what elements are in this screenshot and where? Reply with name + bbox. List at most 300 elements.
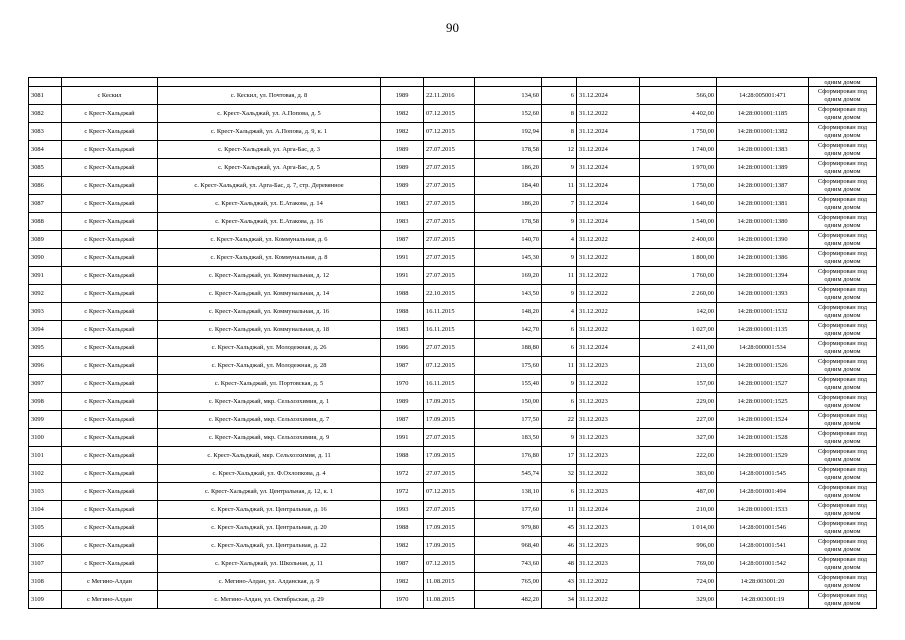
count-cell: 9: [542, 429, 577, 447]
plan-date-cell: 31.12.2023: [577, 429, 640, 447]
settlement-cell: с Крест-Хальджай: [62, 519, 158, 537]
count-cell: 6: [542, 393, 577, 411]
cost-cell: 4 402,00: [640, 105, 717, 123]
settlement-cell: с Крест-Хальджай: [62, 447, 158, 465]
area-cell: 188,80: [475, 339, 542, 357]
plan-date-cell: 31.12.2022: [577, 465, 640, 483]
settlement-cell: с Крест-Хальджай: [62, 303, 158, 321]
row-number-cell: 3102: [29, 465, 62, 483]
cadastral-cell: 14:28:001001:545: [717, 465, 809, 483]
cost-cell: 1 540,00: [640, 213, 717, 231]
cadastral-cell: 14:28:001001:1389: [717, 159, 809, 177]
cost-cell: 1 750,00: [640, 123, 717, 141]
plan-date-cell: 31.12.2023: [577, 357, 640, 375]
plan-date-cell: 31.12.2023: [577, 447, 640, 465]
area-cell: 140,70: [475, 231, 542, 249]
status-cell: Сформирован под одним домом: [809, 195, 877, 213]
cost-cell: 996,00: [640, 537, 717, 555]
cadastral-cell: 14:28:001001:1380: [717, 213, 809, 231]
address-cell: с. Крест-Хальджай, ул. Коммунальная, д. 16: [158, 303, 381, 321]
year-cell: 1972: [381, 465, 424, 483]
settlement-cell: с Мегино-Алдан: [62, 573, 158, 591]
area-cell: 968,40: [475, 537, 542, 555]
year-cell: 1986: [381, 339, 424, 357]
area-cell: 192,94: [475, 123, 542, 141]
status-cell: Сформирован под одним домом: [809, 573, 877, 591]
count-cell: 43: [542, 573, 577, 591]
plan-date-cell: 31.12.2024: [577, 177, 640, 195]
year-cell: 1970: [381, 591, 424, 609]
count-cell: 34: [542, 591, 577, 609]
area-cell: 482,20: [475, 591, 542, 609]
year-cell: 1982: [381, 537, 424, 555]
row-number-cell: 3084: [29, 141, 62, 159]
cost-cell: 769,00: [640, 555, 717, 573]
cadastral-cell: 14:28:001001:541: [717, 537, 809, 555]
count-cell: 11: [542, 501, 577, 519]
cadastral-cell: 14:28:001001:546: [717, 519, 809, 537]
cost-cell: 383,00: [640, 465, 717, 483]
year-cell: 1993: [381, 501, 424, 519]
table-row: [29, 231, 877, 249]
settlement-cell: с Крест-Хальджай: [62, 123, 158, 141]
count-cell: 48: [542, 555, 577, 573]
year-cell: 1991: [381, 429, 424, 447]
area-cell: 177,50: [475, 411, 542, 429]
count-cell: 11: [542, 357, 577, 375]
settlement-cell: с Крест-Хальджай: [62, 285, 158, 303]
address-cell: с. Крест-Хальджай, ул. Молодежная, д. 28: [158, 357, 381, 375]
date-cell: 17.09.2015: [424, 411, 475, 429]
row-number-cell: 3109: [29, 591, 62, 609]
status-cell: одним домом: [809, 78, 877, 87]
cadastral-cell: 14:28:001001:1533: [717, 501, 809, 519]
plan-date-cell: 31.12.2022: [577, 285, 640, 303]
plan-date-cell: 31.12.2023: [577, 411, 640, 429]
date-cell: 22.11.2016: [424, 87, 475, 105]
plan-date-cell: 31.12.2023: [577, 393, 640, 411]
plan-date-cell: 31.12.2022: [577, 249, 640, 267]
settlement-cell: с Крест-Хальджай: [62, 141, 158, 159]
cadastral-cell: 14:28:001001:1135: [717, 321, 809, 339]
area-cell: 175,60: [475, 357, 542, 375]
plan-date-cell: 31.12.2024: [577, 159, 640, 177]
table-row: [29, 87, 877, 105]
count-cell: 4: [542, 231, 577, 249]
plan-date-cell: 31.12.2024: [577, 195, 640, 213]
settlement-cell: с Крест-Хальджай: [62, 213, 158, 231]
cadastral-cell: 14:28:001001:1525: [717, 393, 809, 411]
settlement-cell: с Крест-Хальджай: [62, 501, 158, 519]
table-row: [29, 177, 877, 195]
table-row: [29, 123, 877, 141]
cost-cell: 327,00: [640, 429, 717, 447]
row-number-cell: 3088: [29, 213, 62, 231]
table-row: [29, 501, 877, 519]
address-cell: с. Крест-Хальджай, ул. Коммунальная, д. 14: [158, 285, 381, 303]
cost-cell: 1 027,00: [640, 321, 717, 339]
settlement-cell: с Крест-Хальджай: [62, 321, 158, 339]
settlement-cell: с Крест-Хальджай: [62, 105, 158, 123]
row-number-cell: 3087: [29, 195, 62, 213]
row-number-cell: 3097: [29, 375, 62, 393]
status-cell: Сформирован под одним домом: [809, 105, 877, 123]
cost-cell: 2 400,00: [640, 231, 717, 249]
area-cell: 145,30: [475, 249, 542, 267]
status-cell: Сформирован под одним домом: [809, 231, 877, 249]
table-row: [29, 285, 877, 303]
address-cell: с. Мегино-Алдан, ул. Октябрьская, д. 29: [158, 591, 381, 609]
cadastral-cell: 14:28:001001:542: [717, 555, 809, 573]
table-row: [29, 393, 877, 411]
count-cell: 7: [542, 195, 577, 213]
row-number-cell: 3103: [29, 483, 62, 501]
date-cell: 27.07.2015: [424, 177, 475, 195]
date-cell: 16.11.2015: [424, 321, 475, 339]
area-cell: 155,40: [475, 375, 542, 393]
area-cell: 142,70: [475, 321, 542, 339]
date-cell: 07.12.2015: [424, 483, 475, 501]
status-cell: Сформирован под одним домом: [809, 483, 877, 501]
row-number-cell: 3105: [29, 519, 62, 537]
count-cell: 6: [542, 321, 577, 339]
settlement-cell: с Крест-Хальджай: [62, 411, 158, 429]
status-cell: Сформирован под одним домом: [809, 537, 877, 555]
cost-cell: 1 640,00: [640, 195, 717, 213]
count-cell: 11: [542, 177, 577, 195]
area-cell: 178,58: [475, 213, 542, 231]
table-row: [29, 465, 877, 483]
year-cell: 1988: [381, 447, 424, 465]
status-cell: Сформирован под одним домом: [809, 357, 877, 375]
row-number-cell: 3093: [29, 303, 62, 321]
cost-cell: 566,00: [640, 87, 717, 105]
area-cell: 186,20: [475, 195, 542, 213]
settlement-cell: с Крест-Хальджай: [62, 483, 158, 501]
plan-date-cell: 31.12.2022: [577, 231, 640, 249]
cadastral-cell: 14:28:001001:1393: [717, 285, 809, 303]
settlement-cell: с Крест-Хальджай: [62, 177, 158, 195]
row-number-cell: 3108: [29, 573, 62, 591]
table-row: [29, 357, 877, 375]
count-cell: 9: [542, 285, 577, 303]
year-cell: 1989: [381, 393, 424, 411]
settlement-cell: с Кескил: [62, 87, 158, 105]
table-row: [29, 159, 877, 177]
cost-cell: 724,00: [640, 573, 717, 591]
plan-date-cell: 31.12.2023: [577, 555, 640, 573]
date-cell: 27.07.2015: [424, 429, 475, 447]
address-cell: с. Кескил, ул. Почтовая, д. 8: [158, 87, 381, 105]
area-cell: 178,58: [475, 141, 542, 159]
area-cell: 979,80: [475, 519, 542, 537]
table-row: [29, 339, 877, 357]
date-cell: 27.07.2015: [424, 213, 475, 231]
status-cell: Сформирован под одним домом: [809, 159, 877, 177]
count-cell: 45: [542, 519, 577, 537]
year-cell: 1983: [381, 195, 424, 213]
address-cell: с. Крест-Хальджай, ул. Коммунальная, д. 18: [158, 321, 381, 339]
status-cell: Сформирован под одним домом: [809, 447, 877, 465]
address-cell: с. Крест-Хальджай, ул. Коммунальная, д. 6: [158, 231, 381, 249]
plan-date-cell: 31.12.2022: [577, 375, 640, 393]
address-cell: с. Крест-Хальджай, ул. Коммунальная, д. 12: [158, 267, 381, 285]
cadastral-cell: 14:28:003001:20: [717, 573, 809, 591]
count-cell: 4: [542, 303, 577, 321]
cadastral-cell: 14:28:001001:1524: [717, 411, 809, 429]
settlement-cell: с Крест-Хальджай: [62, 429, 158, 447]
plan-date-cell: 31.12.2022: [577, 267, 640, 285]
date-cell: 27.07.2015: [424, 231, 475, 249]
table-row-continuation: [29, 78, 877, 87]
cost-cell: 1 970,00: [640, 159, 717, 177]
row-number-cell: 3085: [29, 159, 62, 177]
plan-date-cell: 31.12.2022: [577, 591, 640, 609]
row-number-cell: 3081: [29, 87, 62, 105]
address-cell: с. Мегино-Алдан, ул. Алданская, д. 9: [158, 573, 381, 591]
year-cell: 1991: [381, 249, 424, 267]
year-cell: 1970: [381, 375, 424, 393]
year-cell: 1983: [381, 321, 424, 339]
year-cell: 1982: [381, 123, 424, 141]
plan-date-cell: 31.12.2022: [577, 573, 640, 591]
cadastral-cell: 14:28:001001:1382: [717, 123, 809, 141]
area-cell: 152,60: [475, 105, 542, 123]
year-cell: 1982: [381, 573, 424, 591]
date-cell: 27.07.2015: [424, 339, 475, 357]
date-cell: 07.12.2015: [424, 105, 475, 123]
area-cell: 169,20: [475, 267, 542, 285]
count-cell: 6: [542, 483, 577, 501]
year-cell: 1982: [381, 105, 424, 123]
date-cell: 27.07.2015: [424, 267, 475, 285]
address-cell: с. Крест-Хальджай, ул. Арга-Бас, д. 5: [158, 159, 381, 177]
row-number-cell: 3104: [29, 501, 62, 519]
cadastral-cell: 14:28:001001:1529: [717, 447, 809, 465]
count-cell: 17: [542, 447, 577, 465]
year-cell: 1987: [381, 411, 424, 429]
date-cell: 27.07.2015: [424, 195, 475, 213]
date-cell: 27.07.2015: [424, 249, 475, 267]
count-cell: 9: [542, 159, 577, 177]
cost-cell: 1 760,00: [640, 267, 717, 285]
count-cell: 9: [542, 213, 577, 231]
row-number-cell: 3100: [29, 429, 62, 447]
status-cell: Сформирован под одним домом: [809, 321, 877, 339]
table-row: [29, 321, 877, 339]
address-cell: с. Крест-Хальджай, ул. Центральная, д. 16: [158, 501, 381, 519]
cadastral-cell: 14:28:001001:1527: [717, 375, 809, 393]
table-row: [29, 555, 877, 573]
table-row: [29, 249, 877, 267]
settlement-cell: с Крест-Хальджай: [62, 339, 158, 357]
status-cell: Сформирован под одним домом: [809, 339, 877, 357]
row-number-cell: 3086: [29, 177, 62, 195]
date-cell: 11.08.2015: [424, 573, 475, 591]
row-number-cell: 3091: [29, 267, 62, 285]
cost-cell: 329,00: [640, 591, 717, 609]
year-cell: 1991: [381, 267, 424, 285]
cadastral-cell: 14:28:001001:1528: [717, 429, 809, 447]
address-cell: с. Крест-Хальджай, ул. Арга-Бас, д. 7, стр. Деревянное: [158, 177, 381, 195]
year-cell: 1988: [381, 519, 424, 537]
status-cell: Сформирован под одним домом: [809, 411, 877, 429]
address-cell: с. Крест-Хальджай, ул. Е.Атакова, д. 14: [158, 195, 381, 213]
cadastral-cell: 14:28:001001:1394: [717, 267, 809, 285]
status-cell: Сформирован под одним домом: [809, 213, 877, 231]
cadastral-cell: 14:28:001001:1387: [717, 177, 809, 195]
table-row: [29, 591, 877, 609]
date-cell: 07.12.2015: [424, 123, 475, 141]
cadastral-cell: 14:28:005001:471: [717, 87, 809, 105]
table-row: [29, 195, 877, 213]
count-cell: 6: [542, 339, 577, 357]
address-cell: с. Крест-Хальджай, мкр. Сельхозхимия, д. 9: [158, 429, 381, 447]
count-cell: 6: [542, 87, 577, 105]
settlement-cell: с Мегино-Алдан: [62, 591, 158, 609]
settlement-cell: с Крест-Хальджай: [62, 465, 158, 483]
area-cell: 177,60: [475, 501, 542, 519]
settlement-cell: с Крест-Хальджай: [62, 357, 158, 375]
row-number-cell: 3089: [29, 231, 62, 249]
table-row: [29, 537, 877, 555]
count-cell: 8: [542, 123, 577, 141]
cost-cell: 210,00: [640, 501, 717, 519]
cost-cell: 2 411,00: [640, 339, 717, 357]
date-cell: 07.12.2015: [424, 357, 475, 375]
area-cell: 138,10: [475, 483, 542, 501]
status-cell: Сформирован под одним домом: [809, 303, 877, 321]
table-row: [29, 447, 877, 465]
table-row: [29, 573, 877, 591]
plan-date-cell: 31.12.2024: [577, 339, 640, 357]
area-cell: 150,00: [475, 393, 542, 411]
date-cell: 27.07.2015: [424, 465, 475, 483]
date-cell: 16.11.2015: [424, 303, 475, 321]
address-cell: с. Крест-Хальджай, ул. Коммунальная, д. 8: [158, 249, 381, 267]
settlement-cell: с Крест-Хальджай: [62, 537, 158, 555]
settlement-cell: с Крест-Хальджай: [62, 393, 158, 411]
date-cell: 17.09.2015: [424, 447, 475, 465]
address-cell: с. Крест-Хальджай, ул. Центральная, д. 12, к. 1: [158, 483, 381, 501]
date-cell: 27.07.2015: [424, 501, 475, 519]
cadastral-cell: 14:28:001001:1532: [717, 303, 809, 321]
status-cell: Сформирован под одним домом: [809, 177, 877, 195]
plan-date-cell: 31.12.2022: [577, 105, 640, 123]
count-cell: 32: [542, 465, 577, 483]
area-cell: 184,40: [475, 177, 542, 195]
row-number-cell: 3092: [29, 285, 62, 303]
row-number-cell: 3099: [29, 411, 62, 429]
area-cell: 765,00: [475, 573, 542, 591]
cadastral-cell: 14:28:001001:1381: [717, 195, 809, 213]
count-cell: 22: [542, 411, 577, 429]
settlement-cell: с Крест-Хальджай: [62, 375, 158, 393]
status-cell: Сформирован под одним домом: [809, 87, 877, 105]
cost-cell: 157,00: [640, 375, 717, 393]
date-cell: 11.08.2015: [424, 591, 475, 609]
year-cell: 1989: [381, 177, 424, 195]
table-row: [29, 519, 877, 537]
plan-date-cell: 31.12.2023: [577, 519, 640, 537]
row-number-cell: 3090: [29, 249, 62, 267]
row-number-cell: 3106: [29, 537, 62, 555]
row-number-cell: 3101: [29, 447, 62, 465]
year-cell: 1989: [381, 159, 424, 177]
cost-cell: 1 800,00: [640, 249, 717, 267]
cadastral-cell: 14:28:001001:494: [717, 483, 809, 501]
area-cell: 148,20: [475, 303, 542, 321]
date-cell: 16.11.2015: [424, 375, 475, 393]
year-cell: 1987: [381, 555, 424, 573]
year-cell: 1988: [381, 285, 424, 303]
table-row: [29, 429, 877, 447]
plan-date-cell: 31.12.2023: [577, 483, 640, 501]
cost-cell: 227,00: [640, 411, 717, 429]
date-cell: 22.10.2015: [424, 285, 475, 303]
cost-cell: 2 260,00: [640, 285, 717, 303]
plan-date-cell: 31.12.2024: [577, 87, 640, 105]
cost-cell: 213,00: [640, 357, 717, 375]
status-cell: Сформирован под одним домом: [809, 519, 877, 537]
plan-date-cell: 31.12.2023: [577, 537, 640, 555]
area-cell: 143,50: [475, 285, 542, 303]
count-cell: 9: [542, 375, 577, 393]
count-cell: 46: [542, 537, 577, 555]
count-cell: 9: [542, 249, 577, 267]
cost-cell: 142,00: [640, 303, 717, 321]
settlement-cell: с Крест-Хальджай: [62, 267, 158, 285]
table-row: [29, 483, 877, 501]
cost-cell: 222,00: [640, 447, 717, 465]
count-cell: 12: [542, 141, 577, 159]
date-cell: 07.12.2015: [424, 555, 475, 573]
status-cell: Сформирован под одним домом: [809, 141, 877, 159]
status-cell: Сформирован под одним домом: [809, 393, 877, 411]
settlement-cell: с Крест-Хальджай: [62, 249, 158, 267]
cadastral-cell: 14:28:001001:1526: [717, 357, 809, 375]
year-cell: 1989: [381, 141, 424, 159]
cost-cell: 1 740,00: [640, 141, 717, 159]
table-row: [29, 267, 877, 285]
year-cell: 1989: [381, 87, 424, 105]
row-number-cell: 3083: [29, 123, 62, 141]
cadastral-cell: 14:28:001001:1383: [717, 141, 809, 159]
row-number-cell: 3094: [29, 321, 62, 339]
address-cell: с. Крест-Хальджай, ул. Центральная, д. 20: [158, 519, 381, 537]
address-cell: с. Крест-Хальджай, ул. Портовская, д. 5: [158, 375, 381, 393]
table-row: [29, 105, 877, 123]
cost-cell: 229,00: [640, 393, 717, 411]
registry-table: [28, 77, 877, 609]
settlement-cell: с Крест-Хальджай: [62, 195, 158, 213]
plan-date-cell: 31.12.2024: [577, 123, 640, 141]
year-cell: 1972: [381, 483, 424, 501]
status-cell: Сформирован под одним домом: [809, 267, 877, 285]
cost-cell: 1 750,00: [640, 177, 717, 195]
table-row: [29, 303, 877, 321]
date-cell: 17.09.2015: [424, 537, 475, 555]
address-cell: с. Крест-Хальджай, ул. Молодежная, д. 26: [158, 339, 381, 357]
plan-date-cell: 31.12.2024: [577, 213, 640, 231]
status-cell: Сформирован под одним домом: [809, 555, 877, 573]
date-cell: 17.09.2015: [424, 519, 475, 537]
address-cell: с. Крест-Хальджай, мкр. Сельхозхимия, д. 1: [158, 393, 381, 411]
address-cell: с. Крест-Хальджай, ул. Ф.Охлопкова, д. 4: [158, 465, 381, 483]
plan-date-cell: 31.12.2024: [577, 501, 640, 519]
row-number-cell: 3082: [29, 105, 62, 123]
date-cell: 27.07.2015: [424, 159, 475, 177]
